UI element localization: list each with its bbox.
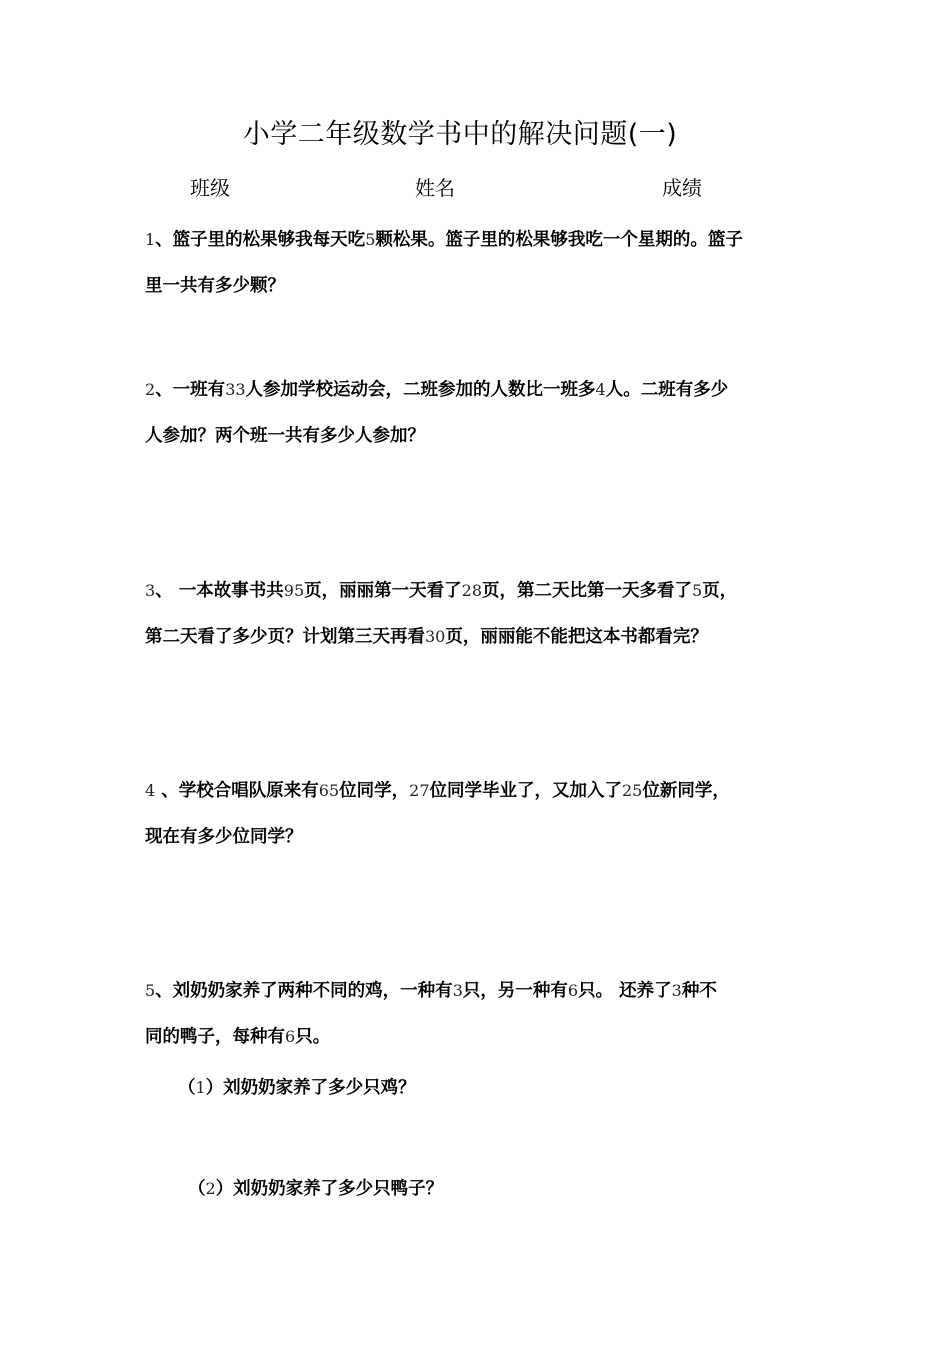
question-text: 、 一本故事书共 bbox=[155, 581, 284, 601]
question-2 bbox=[145, 367, 825, 459]
question-text: 只。 还养了 bbox=[578, 981, 672, 1001]
score-label: 成绩 bbox=[662, 176, 702, 200]
number-text: 3 bbox=[145, 581, 156, 600]
question-line bbox=[145, 768, 825, 814]
number-text: 3 bbox=[671, 981, 682, 1000]
question-line bbox=[145, 413, 825, 459]
question-line bbox=[145, 568, 825, 614]
question-5 bbox=[145, 968, 825, 1060]
number-text: 6 bbox=[567, 981, 579, 1000]
number-text: 4 bbox=[595, 380, 606, 399]
number-text: 25 bbox=[622, 781, 643, 800]
name-label: 姓名 bbox=[415, 176, 455, 200]
question-text: ）刘奶奶家养了多少只鸭子？ bbox=[215, 1179, 444, 1199]
question-3 bbox=[145, 568, 825, 660]
question-1 bbox=[145, 217, 825, 309]
number-text: 1 bbox=[195, 1078, 206, 1097]
question-text: 、刘奶奶家养了两种不同的鸡，一种有 bbox=[155, 981, 453, 1001]
number-text: 65 bbox=[318, 781, 340, 800]
class-label: 班级 bbox=[190, 176, 230, 200]
number-text: 33 bbox=[225, 380, 246, 399]
number-text: 5 bbox=[692, 581, 703, 600]
question-text: 、一班有 bbox=[155, 380, 226, 400]
subquestion-2 bbox=[188, 1175, 443, 1200]
number-text: 3 bbox=[452, 981, 463, 1000]
question-line bbox=[145, 217, 825, 263]
question-text: 页，第二天比第一天多看了 bbox=[482, 581, 692, 601]
number-text: 28 bbox=[461, 581, 482, 600]
question-4 bbox=[145, 768, 825, 860]
question-text: 同的鸭子，每种有 bbox=[145, 1027, 285, 1047]
number-text: 4 bbox=[145, 781, 156, 800]
number-text: 2 bbox=[205, 1179, 216, 1198]
question-text: 人参加？两个班一共有多少人参加？ bbox=[145, 426, 425, 446]
question-line bbox=[145, 263, 825, 309]
question-text: 人参加学校运动会，二班参加的人数比一班多 bbox=[245, 380, 596, 400]
question-line bbox=[145, 367, 825, 413]
question-line bbox=[145, 614, 825, 660]
question-text: 页， bbox=[702, 581, 738, 601]
subquestion-1 bbox=[178, 1074, 416, 1099]
number-text: 5 bbox=[145, 981, 156, 1000]
question-text: 人。二班有多少 bbox=[605, 380, 729, 400]
question-text: 页，丽丽第一天看了 bbox=[304, 581, 462, 601]
number-text: 30 bbox=[425, 627, 446, 646]
question-line bbox=[145, 968, 825, 1014]
question-line bbox=[145, 1014, 825, 1060]
number-text: 27 bbox=[409, 781, 430, 800]
question-text: 种不 bbox=[681, 981, 717, 1001]
number-text: 95 bbox=[283, 581, 305, 600]
number-text: 5 bbox=[365, 230, 376, 249]
question-text: ）刘奶奶家养了多少只鸡？ bbox=[205, 1078, 416, 1098]
question-text: 现在有多少位同学？ bbox=[145, 827, 303, 847]
question-text: （ bbox=[178, 1078, 196, 1098]
question-text: （ bbox=[188, 1179, 206, 1199]
question-text: 位同学， bbox=[339, 781, 410, 801]
question-text: 只，另一种有 bbox=[462, 981, 568, 1001]
number-text: 1 bbox=[145, 230, 156, 249]
number-text: 6 bbox=[285, 1027, 296, 1046]
question-text: 颗松果。篮子里的松果够我吃一个星期的。篮子 bbox=[375, 230, 743, 250]
number-text: 2 bbox=[145, 380, 156, 399]
question-line bbox=[145, 814, 825, 860]
question-text: 位同学毕业了，又加入了 bbox=[429, 781, 622, 801]
question-text: 、学校合唱队原来有 bbox=[155, 781, 319, 801]
question-text: 里一共有多少颗？ bbox=[145, 276, 285, 296]
question-text: 位新同学， bbox=[642, 781, 730, 801]
question-text: 页，丽丽能不能把这本书都看完？ bbox=[445, 627, 708, 647]
question-text: 第二天看了多少页？计划第三天再看 bbox=[145, 627, 425, 647]
page-title: 小学二年级数学书中的解决问题(一) bbox=[242, 119, 678, 150]
question-text: 、篮子里的松果够我每天吃 bbox=[155, 230, 366, 250]
question-text: 只。 bbox=[295, 1027, 331, 1047]
